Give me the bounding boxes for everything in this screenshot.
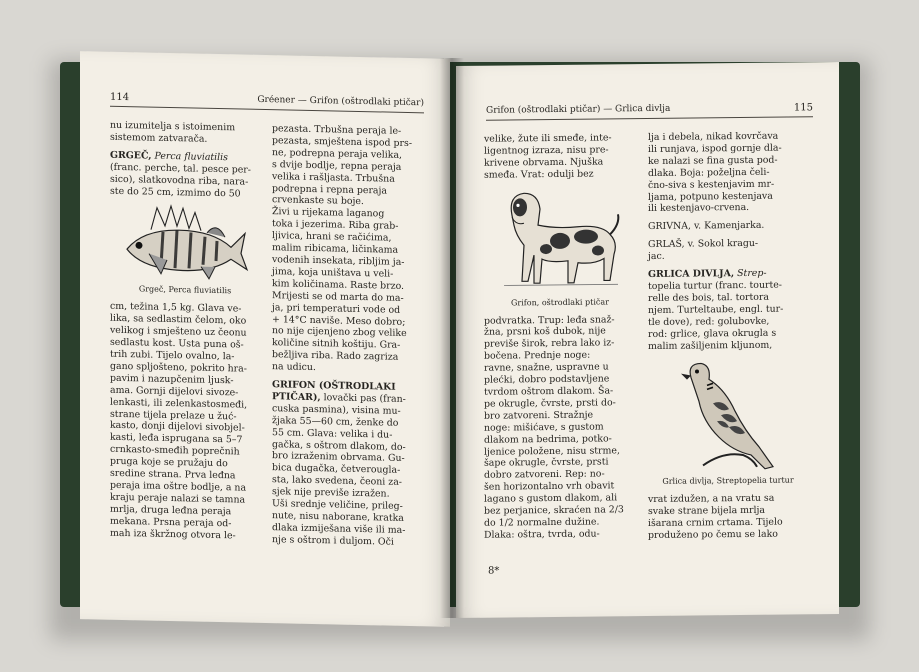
text-line: tle dove), red: golubovke, <box>648 315 770 328</box>
text-line: ja, pri temperaturi vode od <box>272 301 401 316</box>
text-line: šape okrugle, čvrste, prsti <box>484 456 609 470</box>
text-line: cuska pasmina), visina mu- <box>272 402 401 417</box>
left-page-header <box>110 90 424 114</box>
text-line: nje s oštrom i duljom. Oči <box>272 533 394 548</box>
text-line: na udicu. <box>272 361 316 374</box>
text-line: bica dugačka, četverougla- <box>272 462 401 477</box>
text-line: lagano s gustom dlakom, ali <box>484 492 618 505</box>
text-line: s dvije bodlje, repna peraja <box>272 158 402 173</box>
text-line: bežljiva riba. Rado zagriza <box>272 349 399 364</box>
text-line: vrat izdužen, a na vratu sa <box>648 492 775 506</box>
text-line: lja i debela, nikad kovrčava <box>648 130 779 143</box>
signature-mark: 8* <box>488 565 500 577</box>
text-line: dlakom na bedrima, potko- <box>484 432 612 446</box>
entry-heading-grlica: GRLICA DIVLJA, Strep- <box>648 267 767 281</box>
text-line: 55 cm. Glava: velika i du- <box>272 426 393 441</box>
text-line: dlaka izmiješana više ili ma- <box>272 522 406 536</box>
text-line: velikog i smješteno uz čeonu <box>110 324 247 339</box>
text-line: Uši srednje veličine, prileg- <box>272 498 403 512</box>
text-line: ligentnog izraza, nisu pre- <box>484 144 609 157</box>
text-line: cm, težina 1,5 kg. Glava ve- <box>110 301 242 315</box>
text-line: sjek nije previše izražen. <box>272 486 390 500</box>
left-column-1 <box>110 120 260 543</box>
text-line: krivene obrvama. Njuška <box>484 156 604 169</box>
text-line: kasto, donji dijelovi sivobjel- <box>110 420 245 434</box>
right-column-1 <box>484 132 636 541</box>
text-line: lenkasti, ili zelenkastosmeđi, <box>110 396 248 411</box>
entry-heading-grgec: GRGEČ, Perca fluviatilis <box>110 149 228 164</box>
text-line: lika, sa sedlastim čelom, oko <box>110 313 247 327</box>
text-line: sta, lako svedena, čeoni za- <box>272 474 402 489</box>
text-line: gano spljošteno, pokrito hra- <box>110 360 247 375</box>
text-line: količine sitnih koštiju. Gra- <box>272 337 401 352</box>
text-line: produženo po čemu se lako <box>648 528 778 542</box>
text-line: pezasta, smještena ispod prs- <box>272 135 412 149</box>
text-line: + 14°C naviše. Meso dobro; <box>272 313 406 328</box>
entry-grlas: GRLAŠ, v. Sokol kragu- <box>648 238 759 251</box>
text-line: pezasta. Trbušna peraja le- <box>272 123 402 137</box>
text-line: išarana crnim crtama. Tijelo <box>648 516 783 530</box>
left-running-head: Gréener — Grifon (oštrodlaki ptičar) <box>257 94 424 109</box>
text-line: previše širok, rebra lako iz- <box>484 337 615 351</box>
text-line: velike, žute ili smeđe, inte- <box>484 132 612 145</box>
text-line: jac. <box>648 250 665 263</box>
text-line: ke nalazi se fina gusta pod- <box>648 154 778 167</box>
text-line: kim količinama. Raste brzo. <box>272 277 405 292</box>
text-line: pruga koje se pružaju do <box>110 455 228 470</box>
griffon-dog-illustration <box>498 184 622 295</box>
text-line: relle des bois, tal. tortora <box>648 291 770 304</box>
left-column-2 <box>272 123 422 549</box>
text-line: ljivica, hrani se račićima, <box>272 230 392 244</box>
right-running-head: Grifon (oštrodlaki ptičar) — Grlica divlja <box>486 103 671 116</box>
text-line: plećki, dobro podstavljene <box>484 373 610 386</box>
text-line: bro izraženim obrvama. Gu- <box>272 450 405 465</box>
text-line: Živi u rijekama laganog <box>272 206 385 220</box>
right-page-header <box>486 100 813 120</box>
text-line: strane tijela prelaze u žuć- <box>110 408 237 422</box>
text-line: smeđa. Vrat: odulji bez <box>484 168 594 181</box>
entry-grivna: GRIVNA, v. Kamenjarka. <box>648 220 765 233</box>
text-line: sistemom zatvarača. <box>110 131 208 145</box>
text-line: sico), slatkovodna riba, nara- <box>110 173 249 188</box>
text-line: malim zašiljenim kljunom, <box>648 339 773 352</box>
text-line: do 1/2 normalne dužine. <box>484 516 600 529</box>
text-line: podvratka. Trup: leđa snaž- <box>484 313 615 327</box>
text-line: malim ribicama, ličinkama <box>272 242 399 256</box>
text-line: crnkasto-smeđih poprečnih <box>110 443 240 458</box>
text-line: toka i jezerima. Riba grab- <box>272 218 399 233</box>
turtle-dove-illustration <box>673 355 783 474</box>
text-line: ljenice položene, nisu strme, <box>484 444 620 458</box>
left-page-number: 114 <box>110 91 130 104</box>
text-line: podrepna i repna peraja <box>272 182 388 197</box>
text-line: bro zatvoreni. Stražnje <box>484 409 594 422</box>
text-line: tvrdom oštrom dlakom. Ša- <box>484 385 614 398</box>
text-line: dlaka. Boja: poželjna čeli- <box>648 166 770 179</box>
text-line: ama. Gornji dijelovi sivoze- <box>110 384 239 399</box>
perch-fish-illustration <box>121 201 249 284</box>
text-line: noge: mišićave, s gustom <box>484 421 604 434</box>
text-line: jima, koja uništava u veli- <box>272 266 394 280</box>
text-line: ravne, snažne, uspravne u <box>484 361 609 374</box>
text-line: crvenkaste su boje. <box>272 194 364 208</box>
right-column-2 <box>648 130 808 542</box>
text-line: velika i rašljasta. Trbušna <box>272 170 395 185</box>
text-line: pavim i nazupčenim ljusk- <box>110 372 234 387</box>
text-line: bočena. Prednje noge: <box>484 349 591 362</box>
text-line: peraja ima oštre bodlje, a na <box>110 479 247 494</box>
text-line: čno-siva s kestenjavim mr- <box>648 178 775 191</box>
text-line: njem. Turteltaube, engl. tur- <box>648 303 784 316</box>
text-line: sredine strana. Prva leđna <box>110 467 236 482</box>
text-line: ste do 25 cm, izmimo do 50 <box>110 185 241 200</box>
book-gutter <box>440 58 464 618</box>
text-line: nu izumitelja s istoimenim <box>110 119 236 134</box>
text-line: gačka, s oštrom dlakom, do- <box>272 438 406 453</box>
text-line: mekana. Prsna peraja od- <box>110 515 232 529</box>
text-line: topelia turtur (franc. tourte- <box>648 279 782 292</box>
text-line: ne, podrepna peraja velika, <box>272 146 403 161</box>
text-line: vodenih insekata, ribljim ja- <box>272 254 405 268</box>
text-line: žjaka 55—60 cm, ženke do <box>272 414 399 429</box>
text-line: dobro zatvoreni. Rep: no- <box>484 468 605 482</box>
text-line: Mrijesti se od marta do ma- <box>272 289 404 304</box>
right-page-number: 115 <box>793 102 813 114</box>
fish-caption: Grgeč, Perca fluviatilis <box>138 284 232 296</box>
dog-caption: Grifon, oštrodlaki ptičar <box>511 297 609 308</box>
text-line: kasti, leđa isprugana sa 5–7 <box>110 432 243 446</box>
text-line: rod: grlice, glava okrugla s <box>648 327 777 340</box>
text-line: kraju peraje nalazi se tamna <box>110 491 246 506</box>
text-line: nute, nisu naborane, kratka <box>272 510 404 524</box>
text-line: trih zubi. Tijelo ovalno, la- <box>110 348 235 363</box>
bird-caption: Grlica divlja, Streptopelia turtur <box>662 475 794 487</box>
text-line: pe okrugle, čvrste, prsti do- <box>484 397 616 410</box>
text-line: mrlja, druga leđna peraja <box>110 503 232 518</box>
text-line: Dlaka: oštra, tvrda, odu- <box>484 528 600 541</box>
text-line: svake strane bijela mrlja <box>648 504 766 518</box>
text-line: ili runjava, ispod gornje dla- <box>648 142 782 155</box>
text-line: no nije cijenjeno zbog velike <box>272 325 407 340</box>
text-line: ljama, potpuno kestenjava <box>648 190 773 203</box>
text-line: mah iza škržnog otvora le- <box>110 527 236 541</box>
text-line: bez perjanice, skraćen na 2/3 <box>484 504 624 517</box>
text-line: šen horizontalno vrh obavit <box>484 480 615 493</box>
text-line: žna, prsni koš dubok, nije <box>484 325 606 339</box>
entry-heading-grifon-2: PTIČAR), lovački pas (fran- <box>272 391 406 405</box>
entry-heading-grifon: GRIFON (OŠTRODLAKI <box>272 379 396 393</box>
left-page <box>80 51 450 627</box>
right-page <box>456 62 839 618</box>
text-line: ili kestenjavo-crvena. <box>648 202 750 215</box>
text-line: sedlastu kost. Usta puna oš- <box>110 336 244 351</box>
text-line: (franc. perche, tal. pesce per- <box>110 161 251 176</box>
